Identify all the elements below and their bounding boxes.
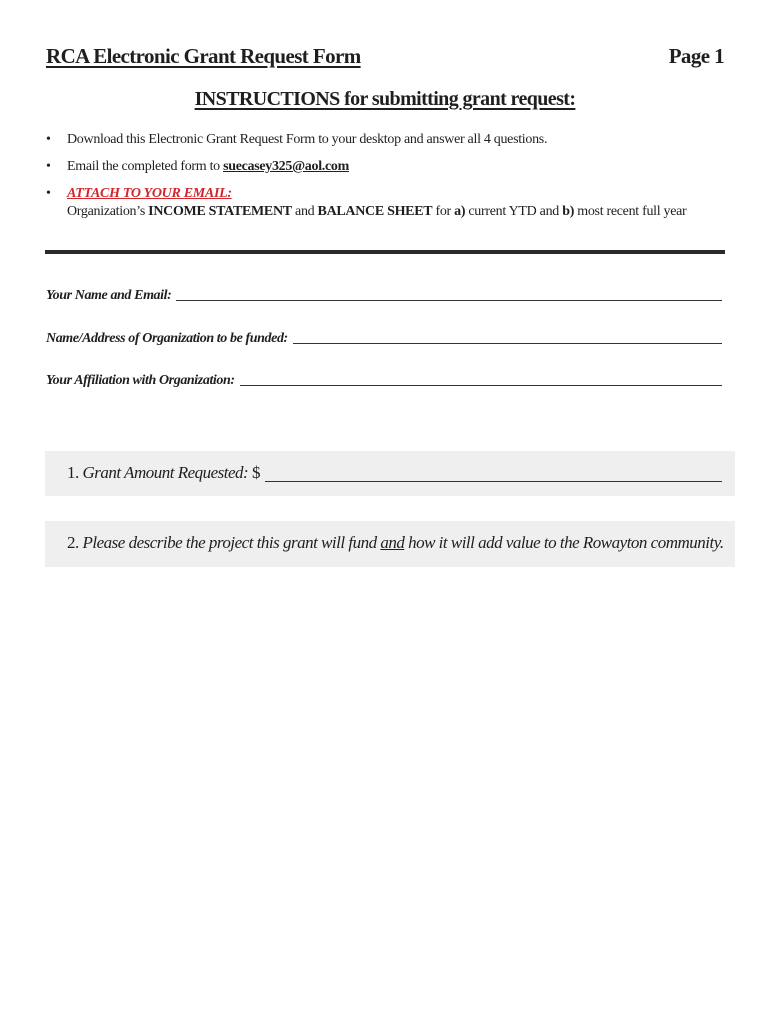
option-a-label: a) <box>454 204 466 219</box>
attach-text: current YTD and <box>465 204 563 219</box>
question-2-text <box>67 533 724 553</box>
bullet-icon: • <box>46 186 51 201</box>
instruction-item-download <box>46 131 736 149</box>
instruction-item-attach <box>46 185 736 221</box>
organization-field-row <box>46 331 722 347</box>
page-number: Page 1 <box>668 44 724 68</box>
attach-text: for <box>432 204 455 219</box>
attach-details <box>67 203 736 221</box>
grant-amount-input[interactable] <box>265 480 722 482</box>
attach-heading: ATTACH TO YOUR EMAIL: <box>67 186 232 201</box>
question-2-text-b: how it will add value to the Rowayton community. <box>404 533 724 552</box>
organization-input[interactable] <box>293 342 722 344</box>
section-divider <box>45 250 725 254</box>
name-email-label: Your Name and Email: <box>46 288 172 303</box>
currency-symbol: $ <box>251 463 260 482</box>
question-2-text-a: Please describe the project this grant will fund <box>82 533 381 552</box>
attach-text: and <box>291 204 318 219</box>
instruction-item-email <box>46 158 736 176</box>
email-link[interactable]: suecasey325@aol.com <box>223 159 349 174</box>
income-statement-text: INCOME STATEMENT <box>148 204 292 219</box>
organization-label: Name/Address of Organization to be funded: <box>46 331 288 346</box>
instructions-list <box>46 131 736 230</box>
balance-sheet-text: BALANCE SHEET <box>317 204 433 219</box>
instruction-download-text: Download this Electronic Grant Request Form to your desktop and answer all 4 questions. <box>67 132 548 147</box>
question-1-text <box>67 463 260 483</box>
option-b-label: b) <box>562 204 575 219</box>
name-email-field-row <box>46 288 722 304</box>
affiliation-label: Your Affiliation with Organization: <box>46 373 235 388</box>
attach-text: most recent full year <box>574 204 687 219</box>
question-2-emphasis: and <box>380 533 405 552</box>
question-1-label: Grant Amount Requested: <box>82 463 249 482</box>
bullet-icon: • <box>46 132 51 147</box>
question-1-number: 1. <box>67 463 79 482</box>
instructions-heading: INSTRUCTIONS for submitting grant request: <box>194 88 576 110</box>
form-title: RCA Electronic Grant Request Form <box>46 44 361 68</box>
affiliation-input[interactable] <box>240 384 722 386</box>
attach-text: Organization’s <box>67 204 149 219</box>
question-2-number: 2. <box>67 533 79 552</box>
question-1-box <box>45 451 735 496</box>
instruction-email-text: Email the completed form to <box>67 159 224 174</box>
affiliation-field-row <box>46 373 722 389</box>
question-2-box <box>45 521 735 567</box>
bullet-icon: • <box>46 159 51 174</box>
name-email-input[interactable] <box>176 299 722 301</box>
